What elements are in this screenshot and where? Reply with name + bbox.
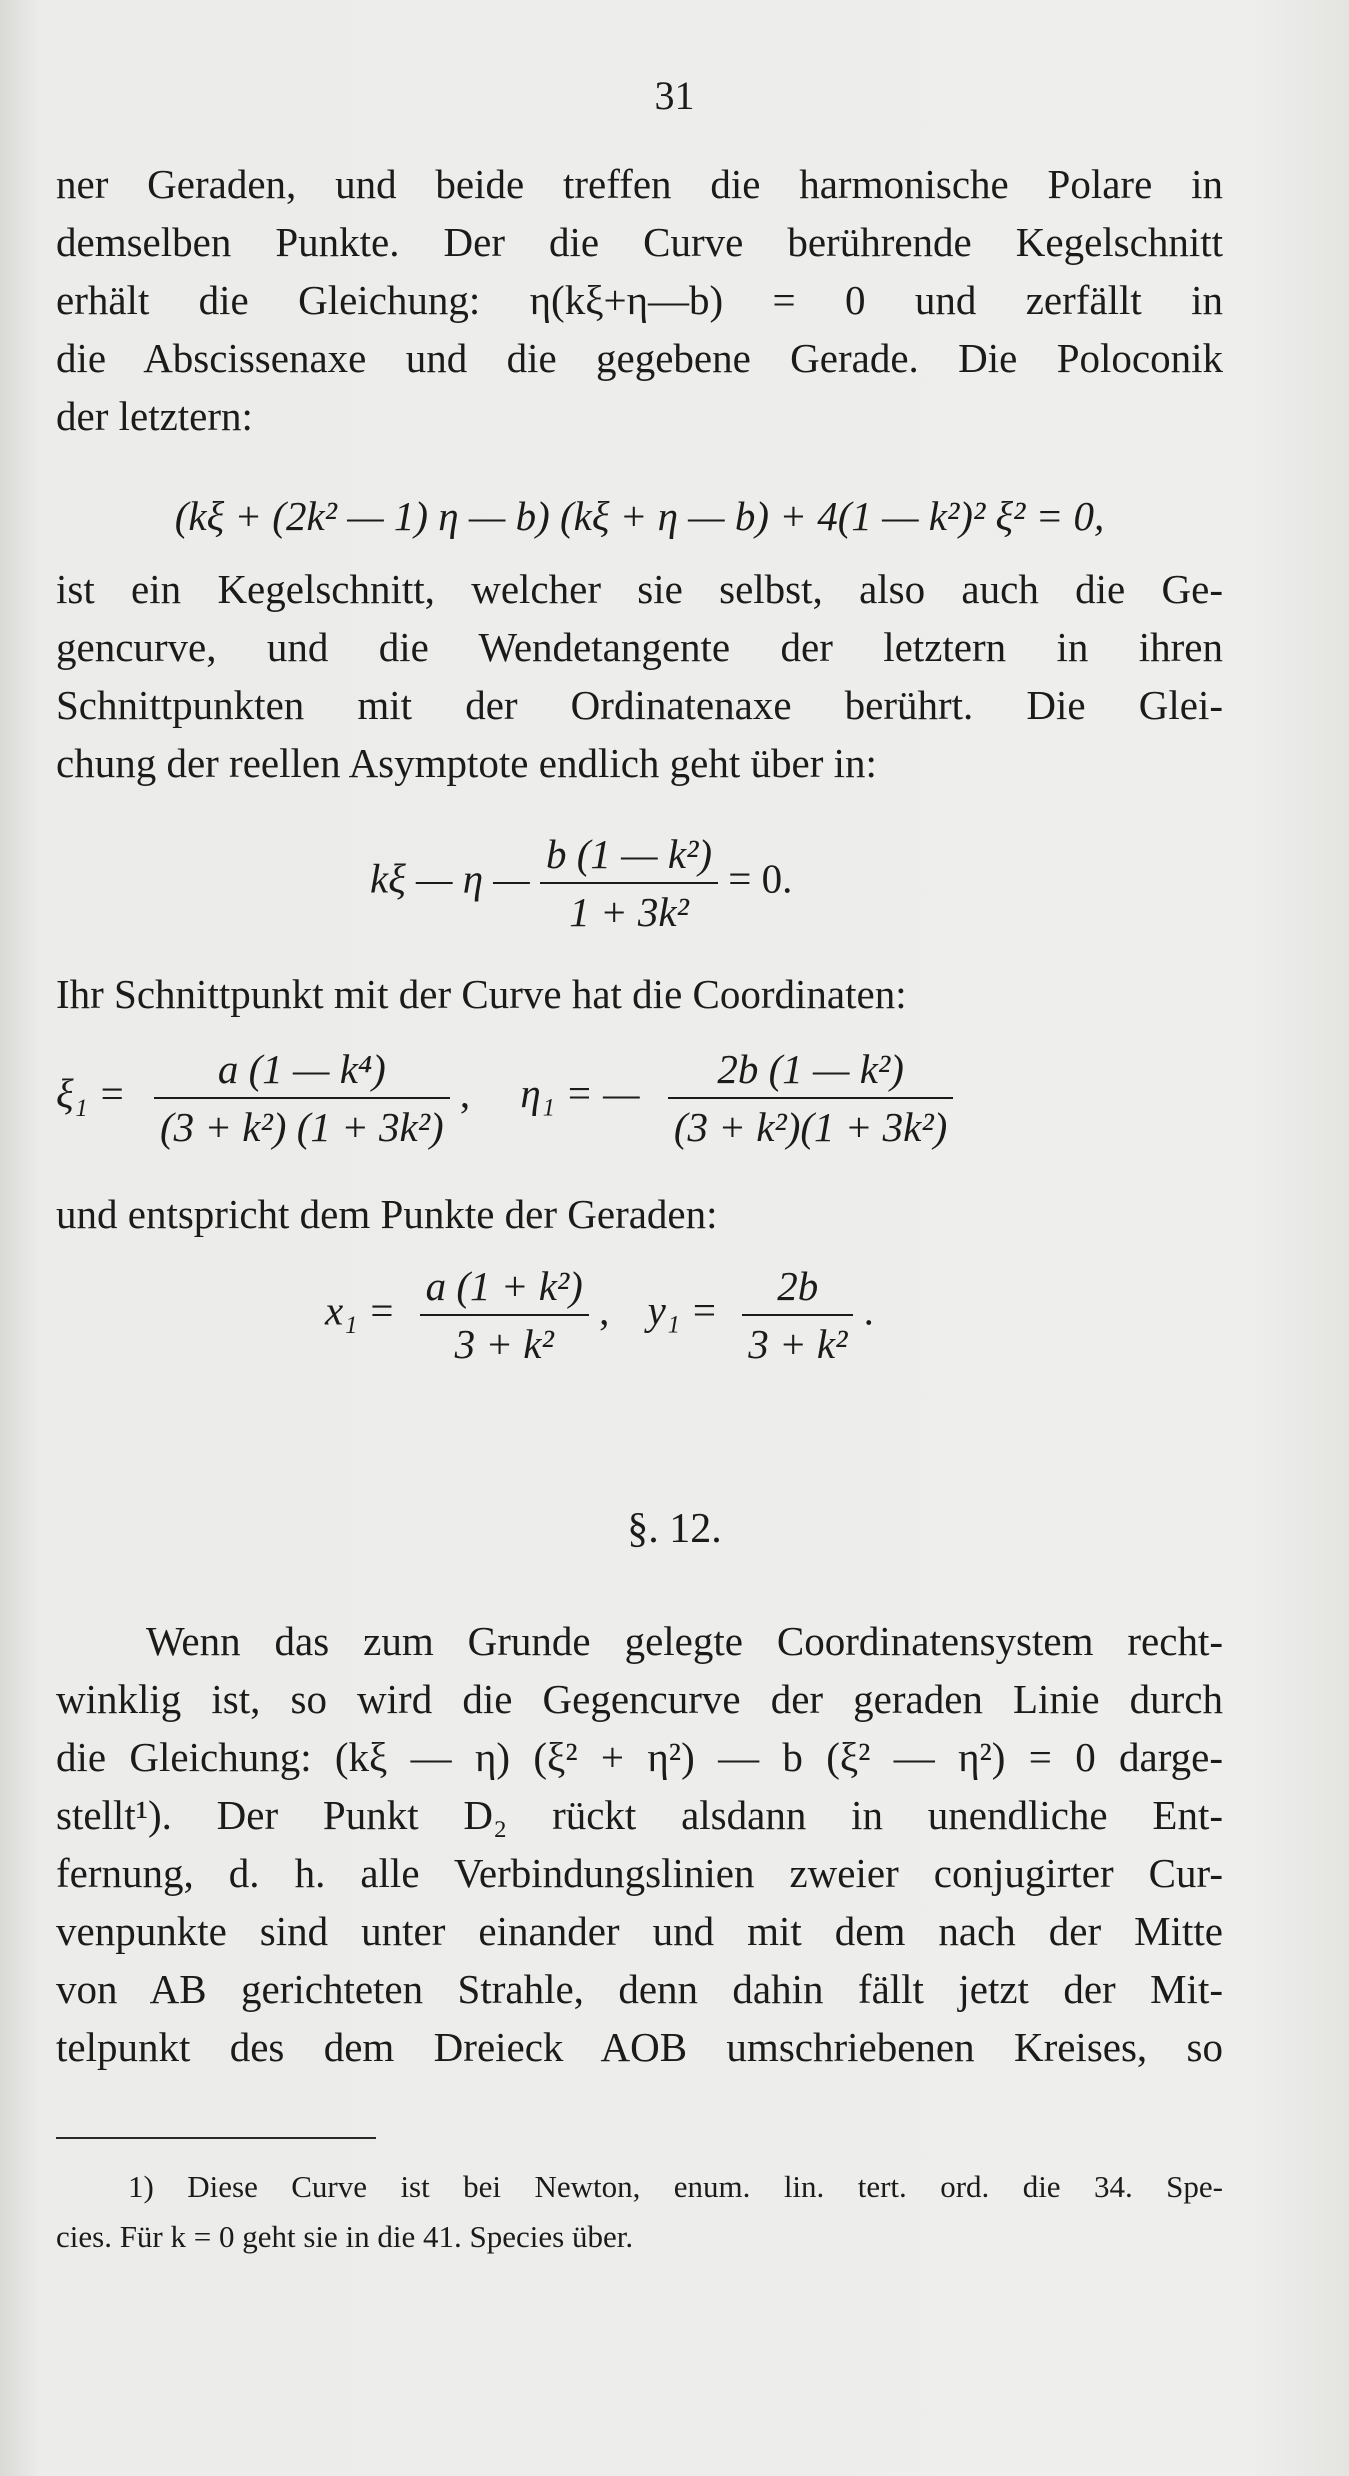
fraction-denominator: 3 + k²	[748, 1321, 848, 1367]
fraction-denominator: (3 + k²) (1 + 3k²)	[159, 1104, 444, 1150]
paragraph-4	[56, 1185, 1223, 1243]
paragraph-2	[56, 560, 1223, 792]
equation-line-point	[325, 1262, 874, 1368]
text-line: fernung, d. h. alle Verbindungslinien zweier conjugirter Cur-	[56, 1850, 1223, 1896]
text-line: chung der reellen Asymptote endlich geht über in:	[56, 740, 877, 786]
fraction	[540, 830, 718, 936]
fraction-numerator: 2b (1 — k²)	[668, 1045, 953, 1099]
text-line: demselben Punkte. Der die Curve berührende Kegelschnitt	[56, 219, 1223, 265]
text-line: ner Geraden, und beide treffen die harmonische Polare in	[56, 161, 1223, 207]
fraction-numerator: a (1 — k⁴)	[154, 1045, 450, 1099]
fraction	[668, 1045, 953, 1151]
paragraph-5	[56, 1612, 1223, 2076]
equation-poloconik: (kξ + (2k² — 1) η — b) (kξ + η — b) + 4(1 — k²)² ξ² = 0,	[174, 493, 1105, 539]
equation-coordinates	[56, 1045, 953, 1151]
paragraph-3	[56, 965, 1223, 1023]
equation-right: = 0.	[728, 855, 793, 902]
fraction-denominator: 1 + 3k²	[569, 889, 689, 935]
text-line: der letztern:	[56, 393, 253, 439]
page-number: 31	[654, 73, 695, 118]
text-line: stellt¹). Der Punkt D₂ rückt alsdann in unendliche Ent-	[56, 1792, 1223, 1838]
text-line: ist ein Kegelschnitt, welcher sie selbst, also auch die Ge-	[56, 566, 1223, 612]
fraction	[154, 1045, 450, 1151]
footnote-line: 1) Diese Curve ist bei Newton, enum. lin. tert. ord. die 34. Spe-	[128, 2169, 1223, 2204]
text-line: die Gleichung: (kξ — η) (ξ² + η²) — b (ξ² — η²) = 0 darge-	[56, 1734, 1223, 1780]
text-line: Ihr Schnittpunkt mit der Curve hat die Coordinaten:	[56, 971, 907, 1017]
section-heading: §. 12.	[627, 1506, 722, 1552]
separator: ,	[459, 1070, 471, 1117]
fraction	[420, 1262, 589, 1368]
xi-label: ξ₁ =	[56, 1070, 126, 1117]
text-line: telpunkt des dem Dreieck AOB umschriebenen Kreises, so	[56, 2024, 1223, 2070]
text-line: die Abscissenaxe und die gegebene Gerade. Die Poloconik	[56, 335, 1223, 381]
fraction-numerator: 2b	[742, 1262, 853, 1316]
fraction-numerator: b (1 — k²)	[540, 830, 718, 884]
equation-asymptote	[370, 830, 792, 936]
fraction-denominator: (3 + k²)(1 + 3k²)	[673, 1104, 948, 1150]
fraction-denominator: 3 + k²	[454, 1321, 554, 1367]
equation-end: .	[863, 1287, 874, 1334]
fraction-numerator: a (1 + k²)	[420, 1262, 589, 1316]
paragraph-1	[56, 155, 1223, 445]
footnote-divider	[56, 2137, 376, 2139]
footnote	[56, 2162, 1223, 2262]
equation-left: kξ — η —	[370, 855, 530, 902]
text-line: Schnittpunkten mit der Ordinatenaxe berührt. Die Glei-	[56, 682, 1223, 728]
text-line: von AB gerichteten Strahle, denn dahin fällt jetzt der Mit-	[56, 1966, 1223, 2012]
eta-label: η₁ = —	[520, 1070, 640, 1117]
text-line: Wenn das zum Grunde gelegte Coordinatensystem recht-	[146, 1618, 1223, 1664]
text-line: und entspricht dem Punkte der Geraden:	[56, 1191, 718, 1237]
text-line: erhält die Gleichung: η(kξ+η—b) = 0 und zerfällt in	[56, 277, 1223, 323]
y-label: y₁ =	[647, 1287, 718, 1334]
text-line: venpunkte sind unter einander und mit dem nach der Mitte	[56, 1908, 1223, 1954]
fraction	[742, 1262, 853, 1368]
x-label: x₁ =	[325, 1287, 396, 1334]
text-line: winklig ist, so wird die Gegencurve der geraden Linie durch	[56, 1676, 1223, 1722]
text-line: gencurve, und die Wendetangente der letztern in ihren	[56, 624, 1223, 670]
separator: ,	[599, 1287, 610, 1334]
footnote-line: cies. Für k = 0 geht sie in die 41. Species über.	[56, 2219, 634, 2254]
